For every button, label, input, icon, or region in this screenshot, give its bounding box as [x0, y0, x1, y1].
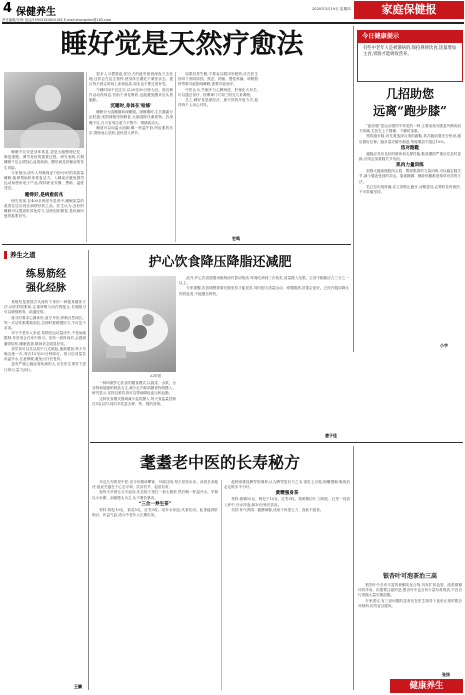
health-tip-title: 今日健康提示	[358, 31, 462, 43]
feature2-paragraph: 患有严重心脑血管疾病的人,应在医生指导下进行练习,量力而行。	[4, 362, 86, 372]
corner-byline: 张扬	[442, 672, 450, 677]
sidebar-paragraph: 若已经出现疼痛,应立即停止跑步,冰敷患处,必要时及时就医,不可带痛坚持。	[359, 184, 461, 195]
feature2-paragraph: 初学者可以先从其中几式练起,逐渐增加,每天早晚各练一次,每次15至20分钟即可。练习后适量饮用温开水,注意保暖,避免出汗后受风。	[4, 346, 86, 362]
feature4-subheading-2: 黄精强身茶	[275, 491, 299, 497]
lead-paragraph: 睡眠不仅仅是身体休息,更是大脑整理记忆、修复细胞、调节免疫的重要过程。研究表明,长期睡眠不足会增加心血管疾病、糖尿病及抑郁症的发生风险。	[4, 150, 84, 170]
header-date: 2020年3月19日 星期四	[312, 7, 351, 11]
lead-paragraph: 睡眠分为浅睡期和深睡期。深睡期时,生长激素分泌旺盛,受损细胞得到修复,大脑清除代谢废物。若深睡不足,白天容易注意力不集中、情绪波动大。	[89, 110, 173, 125]
section-rule	[90, 442, 463, 443]
column-divider	[221, 480, 222, 690]
feature3-byline: 唐子佳	[325, 433, 337, 438]
masthead-title: 家庭保健报	[381, 3, 437, 16]
lead-byline: 宏鸣	[232, 236, 240, 241]
corner-paragraph: 专家建议,有三高问题的患者应在医生指导下选用正规的银杏叶制剂,切勿盲目跟风。	[358, 598, 462, 608]
feature3-col1	[92, 381, 176, 437]
feature3-paragraph: 一种叫做护心饮食的膳食模式,以蔬菜、水果、全谷物和低脂奶制品为主,减少红肉和高糖食物的摄入。研究显示,坚持这种饮食可以帮助降低血压和血脂。	[92, 381, 176, 396]
feature2-body	[4, 300, 86, 684]
feature4-paragraph: 他每天早晨五点半起床,先在院子里打一套太极拳,然后喝一杯温开水。早餐以小米粥、杂粮馒头为主,从不暴饮暴食。	[92, 490, 218, 500]
person-photo-icon	[4, 72, 84, 148]
lead-col3	[178, 72, 258, 236]
feature4-paragraph: 功效:补气养阴、健脾润肺,适用于体虚乏力、食欲不振者。	[231, 507, 324, 512]
sidebar-body	[359, 124, 461, 350]
feature2-paragraph: 易筋经是我国古代流传下来的一种强身健体方法,动作舒展柔和,注重呼吸与动作的配合,长期练习可以增强筋骨、疏通经络。	[4, 300, 86, 315]
feature2-paragraph: 对于中老年人来说,易筋经运动量适中,不受场地限制,非常适合在家中练习。坚持一段时间后,会感到腰背轻松,睡眠改善,精神状态明显好转。	[4, 331, 86, 346]
column-divider	[88, 250, 89, 690]
header-rule	[2, 22, 464, 24]
feature4-title: 耄耋老中医的长寿秘方	[139, 453, 300, 472]
header-info: 责任编辑/宏海 电话/15953184810165 E-mail:zhongxian@163.com	[2, 18, 112, 22]
lead-paragraph: 总之,睡好觉是最经济、最天然的疗愈方式,值得每个人用心对待。	[178, 98, 258, 108]
sidebar-paragraph: 预防跑步膝,首先要选择合适的跑鞋,其次跑前要充分热身,跑后做好拉伸。跑步量应循序渐进,每周增加不超过10%。	[359, 134, 461, 144]
masthead	[354, 1, 464, 19]
lead-subheading-2: 沉睡时,身体在'检修'	[110, 104, 152, 110]
feature4-paragraph: 材料:枸杞10克、菊花5克、红枣3枚。用开水冲泡,代茶饮用。此茶能养肝明目、补益气血,适合中老年人长期饮用。	[92, 507, 218, 518]
lead-paragraph: 睡前可以用温水泡脚,喝一杯温牛奶,听轻柔的音乐,帮助身心放松,更快进入梦乡。	[89, 125, 173, 136]
feature3-photo	[92, 276, 176, 372]
footer-banner-text: 健康养生	[409, 681, 444, 691]
sidebar-subheading-1: 选对跑鞋	[400, 145, 420, 151]
feature3-paragraph: 此外,护心饮食提倡用植物油代替动物油,每周吃两到三次鱼类,适量摄入坚果。主食中粗粮应占三分之一以上。	[179, 276, 349, 286]
lead-paragraph: 中医认为,失眠多与心脾两虚、肝郁化火有关,可以通过食疗、按摩神门穴和三阴交穴来调理。	[178, 87, 258, 97]
sidebar-paragraph: “跑步膝”是运动损伤中常见的一种,主要表现为膝盖外侧或前方疼痛,尤其在上下楼梯、下蹲时加重。	[359, 124, 461, 134]
feature3-col2	[179, 276, 349, 434]
sidebar-title-1: 几招助您	[385, 87, 434, 101]
section-marker	[4, 251, 7, 259]
footer-banner	[390, 679, 463, 693]
feature4-paragraph: 材料:黄精10克、枸杞子10克、红枣5枚。将黄精切片,与枸杞、红枣一同放入杯中,开水冲泡,焖10分钟后饮用。	[224, 497, 350, 507]
corner-title: 银杏叶可泡茶治三高	[382, 573, 437, 580]
feature4-paragraph: 他特别重视脾胃的调养,认为脾胃是后天之本,饭吃七分饱,细嚼慢咽,晚饭后必定散步半小时。	[224, 480, 350, 490]
lead-paragraph: 研究发现,在400多例老年患者中,睡眠质量的改善往往出现在病情好转之前。医生认为,良好的睡眠可以提高机体免疫力,加快组织修复,是疾病向愈的重要信号。	[4, 198, 84, 219]
feature2-paragraph: 练习时要求心静体松,意守丹田,呼吸自然深长。每一式动作都要做到位,拉伸时要缓慢用力,不可急于求成。	[4, 315, 86, 331]
feature3-title: 护心饮食降压降脂还减肥	[148, 255, 292, 270]
feature4-subheading-1: “三合一养生茶”	[138, 501, 172, 507]
column-divider	[353, 446, 354, 690]
health-tip-text: 有些中老年人是被饿病的,保持规律饮食,适量增加主食,胃肠才能吸收营养。	[363, 46, 456, 58]
feature4-paragraph: 年近九旬的老中医,至今仍精神矍铄、耳聪目明,每天坚持出诊。谈到长寿秘诀,他说关键在于心态平和、饮食有节、起居有常。	[92, 480, 218, 490]
column-divider	[175, 72, 176, 242]
sidebar-paragraph: 跑鞋应具有良好的缓冲和支撑性能,鞋底磨损严重后应及时更换,否则会加重膝关节负担。	[359, 151, 461, 162]
lead-photo	[4, 72, 84, 148]
lead-col2	[89, 72, 173, 242]
corner-paragraph: 银杏叶中含有丰富的黄酮类化合物,具有扩张血管、改善微循环的作用。但需要注意的是,银杏叶中也含有少量有毒物质,不宜自行采摘大量长期泡服。	[358, 583, 462, 598]
feature2-title-2: 强化经脉	[26, 283, 66, 294]
feature3-credit: AI制图	[150, 374, 162, 378]
sidebar-title-2: 远离“跑步膝”	[373, 104, 447, 118]
sidebar-subheading-2: 肌肉力量训练	[396, 163, 424, 169]
feature2-section: 养生之道	[10, 251, 36, 259]
food-photo-icon	[92, 276, 176, 372]
lead-paragraph: 专家指出,成年人每晚保证7至8小时的高质量睡眠,能够帮助机体恢复活力。入睡前应避免剧烈运动和使用电子产品,保持卧室安静、黑暗、温度适宜。	[4, 170, 84, 191]
sidebar-divider	[353, 26, 354, 352]
sidebar-byline: 小宇	[440, 343, 448, 348]
section-name: 保健养生	[16, 7, 56, 18]
feature2-title-1: 练易筋经	[26, 269, 66, 280]
section-rule	[2, 244, 351, 245]
lead-paragraph: 午睡时间不宜过长,以20至30分钟为宜。饭后稍作活动再休息,有助于消化吸收,也能避免醒来后头昏脑胀。	[89, 87, 173, 103]
corner-body	[358, 583, 462, 673]
lead-paragraph: 很多人习惯熬夜,把白天的疲劳留到深夜才去处理,这样会打乱生物钟,使身体长期处于紧张状态。建议每天固定时间上床和起床,周末也不要过度补觉。	[89, 72, 173, 87]
lead-subheading-1: 睡得好,是病愈前兆	[24, 192, 64, 198]
column-divider	[86, 72, 87, 242]
lead-paragraph: 如果经常失眠,不要盲目服用安眠药,应在医生指导下查明原因。焦虑、抑郁、慢性疼痛、呼吸暂停等都可能影响睡眠,需要对症治疗。	[178, 72, 258, 87]
feature4-col2	[224, 480, 350, 690]
lead-title: 睡好觉是天然疗愈法	[60, 29, 304, 60]
sidebar-paragraph: 加强大腿前侧股四头肌、臀部肌群的力量训练,可以稳定膝关节,减少膝盖受到的冲击。靠墙静蹲、侧卧抬腿都是简单有效的方法。	[359, 169, 461, 184]
feature2-byline: 王鹏	[74, 684, 82, 689]
feature4-col1	[92, 480, 218, 690]
feature3-paragraph: 这种饮食模式强调减少盐的摄入,每天食盐量控制在5克以内,同时多吃富含钾、钙、镁的食物。	[92, 396, 176, 406]
page-number: 4	[3, 1, 13, 16]
health-tip-box	[357, 30, 463, 82]
feature3-paragraph: 专家提醒,饮食调整需要长期坚持才能见效,同时配合适量运动、戒烟限酒,效果会更好。已经在服用降压药的患者,不能擅自停药。	[179, 286, 349, 296]
